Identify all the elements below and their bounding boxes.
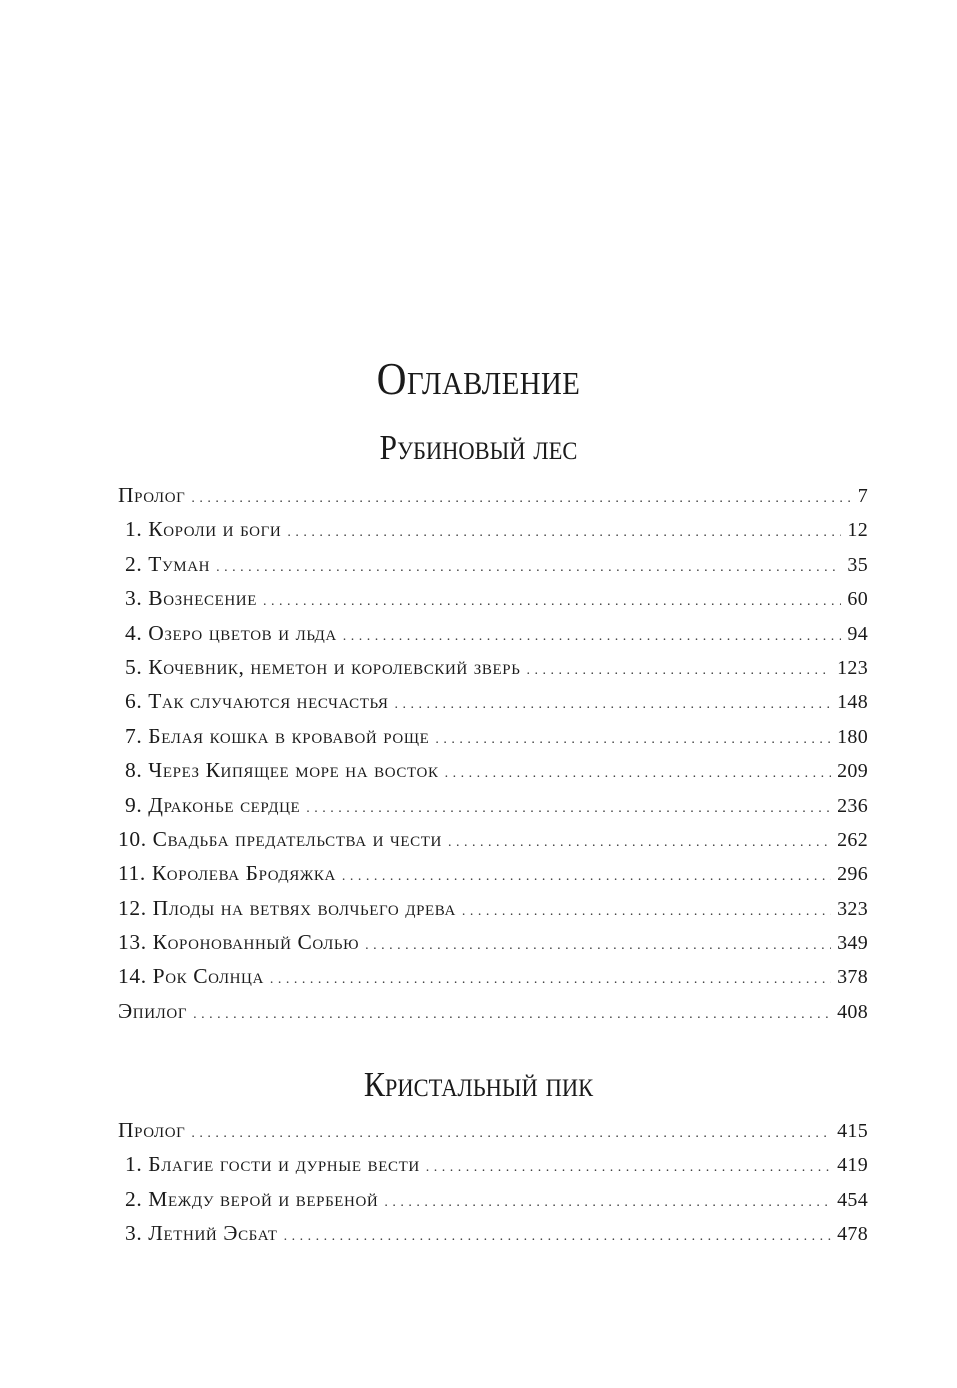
dot-leader: [384, 1195, 831, 1211]
toc-entry-page: 323: [837, 897, 868, 920]
toc-entry-label: Пролог: [118, 483, 186, 507]
toc-entry-label: 2. Между верой и вербеной: [125, 1186, 379, 1211]
dot-leader: [193, 1007, 831, 1023]
toc-entry-page: 378: [837, 966, 868, 989]
dot-leader: [462, 904, 831, 920]
dot-leader: [216, 560, 841, 576]
toc-entry-label: 7. Белая кошка в кровавой роще: [125, 723, 430, 748]
toc-entry-page: 180: [837, 725, 868, 748]
toc-entry-page: 262: [837, 828, 868, 851]
page-title: Оглавление: [376, 353, 581, 404]
toc-entry: [118, 517, 868, 551]
toc-entry-label: 5. Кочевник, неметон и королевский зверь: [125, 654, 521, 679]
toc-entry-page: 123: [837, 656, 868, 679]
dot-leader: [191, 491, 851, 507]
toc-entry: [118, 827, 868, 861]
toc-entry: [118, 964, 868, 998]
dot-leader: [342, 869, 831, 885]
toc-entry-page: 12: [847, 519, 868, 542]
toc-list-part-2: [118, 1118, 868, 1256]
toc-entry: [118, 724, 868, 758]
toc-entry: [118, 586, 868, 620]
toc-entry-page: 415: [837, 1120, 868, 1142]
toc-entry-label: 13. Коронованный Солью: [118, 930, 360, 955]
dot-leader: [435, 732, 831, 748]
dot-leader: [445, 766, 832, 782]
toc-entry-label: 14. Рок Солнца: [118, 964, 264, 989]
dot-leader: [284, 1229, 832, 1245]
toc-entry-page: 148: [837, 691, 868, 714]
toc-entry: [118, 1152, 868, 1186]
toc-entry-label: 2. Туман: [125, 551, 211, 576]
toc-entry: [118, 896, 868, 930]
toc-entry-label: 11. Королева Бродяжка: [118, 861, 336, 886]
dot-leader: [526, 663, 831, 679]
toc-entry: [118, 1118, 868, 1152]
toc-entry-page: 296: [837, 863, 868, 886]
toc-entry-page: 478: [837, 1223, 868, 1246]
toc-entry-label: 1. Короли и боги: [125, 517, 282, 542]
dot-leader: [263, 594, 841, 610]
toc-entry-label: 3. Летний Эсбат: [125, 1221, 278, 1246]
toc-entry-label: 6. Так случаются несчастья: [125, 689, 389, 714]
toc-entry-page: 209: [837, 760, 868, 783]
toc-entry: [118, 930, 868, 964]
toc-entry-label: Эпилог: [118, 998, 188, 1023]
toc-entry: [118, 621, 868, 655]
toc-entry-label: 8. Через Кипящее море на восток: [125, 758, 439, 783]
toc-entry-page: 94: [847, 622, 868, 645]
toc-entry: [118, 1187, 868, 1221]
toc-entry: [118, 655, 868, 689]
dot-leader: [395, 697, 832, 713]
part-title-crystal-peak: Кристальный пик: [363, 1065, 594, 1104]
toc-entry: [118, 689, 868, 723]
toc-entry-page: 236: [837, 794, 868, 817]
toc-entry-label: 4. Озеро цветов и льда: [125, 620, 337, 645]
toc-entry-page: 349: [837, 932, 868, 955]
toc-entry: [118, 1221, 868, 1255]
toc-entry: [118, 793, 868, 827]
toc-entry: [118, 861, 868, 895]
toc-entry-label: 10. Свадьба предательства и чести: [118, 826, 442, 851]
dot-leader: [343, 629, 842, 645]
dot-leader: [306, 801, 831, 817]
toc-entry-page: 7: [857, 485, 868, 507]
dot-leader: [287, 525, 841, 541]
part-title-ruby-forest: Рубиновый лес: [379, 428, 578, 467]
toc-entry: [118, 758, 868, 792]
dot-leader: [426, 1160, 831, 1176]
dot-leader: [191, 1126, 831, 1142]
dot-leader: [270, 972, 831, 988]
toc-entry-page: 35: [847, 553, 868, 576]
toc-entry-label: Пролог: [118, 1118, 186, 1142]
toc-entry-label: 9. Драконье сердце: [125, 792, 301, 817]
toc-entry: [118, 552, 868, 586]
toc-entry: [118, 483, 868, 517]
toc-entry-page: 60: [847, 588, 868, 611]
dot-leader: [365, 938, 831, 954]
toc-entry-page: 408: [837, 1000, 868, 1023]
dot-leader: [448, 835, 831, 851]
toc-entry-label: 3. Вознесение: [125, 586, 257, 611]
toc-entry: [118, 999, 868, 1033]
toc-entry-label: 12. Плоды на ветвях волчьего древа: [118, 895, 456, 920]
toc-entry-page: 454: [837, 1188, 868, 1211]
toc-entry-page: 419: [837, 1154, 868, 1177]
toc-entry-label: 1. Благие гости и дурные вести: [125, 1152, 420, 1177]
toc-list-part-1: [118, 483, 868, 1033]
